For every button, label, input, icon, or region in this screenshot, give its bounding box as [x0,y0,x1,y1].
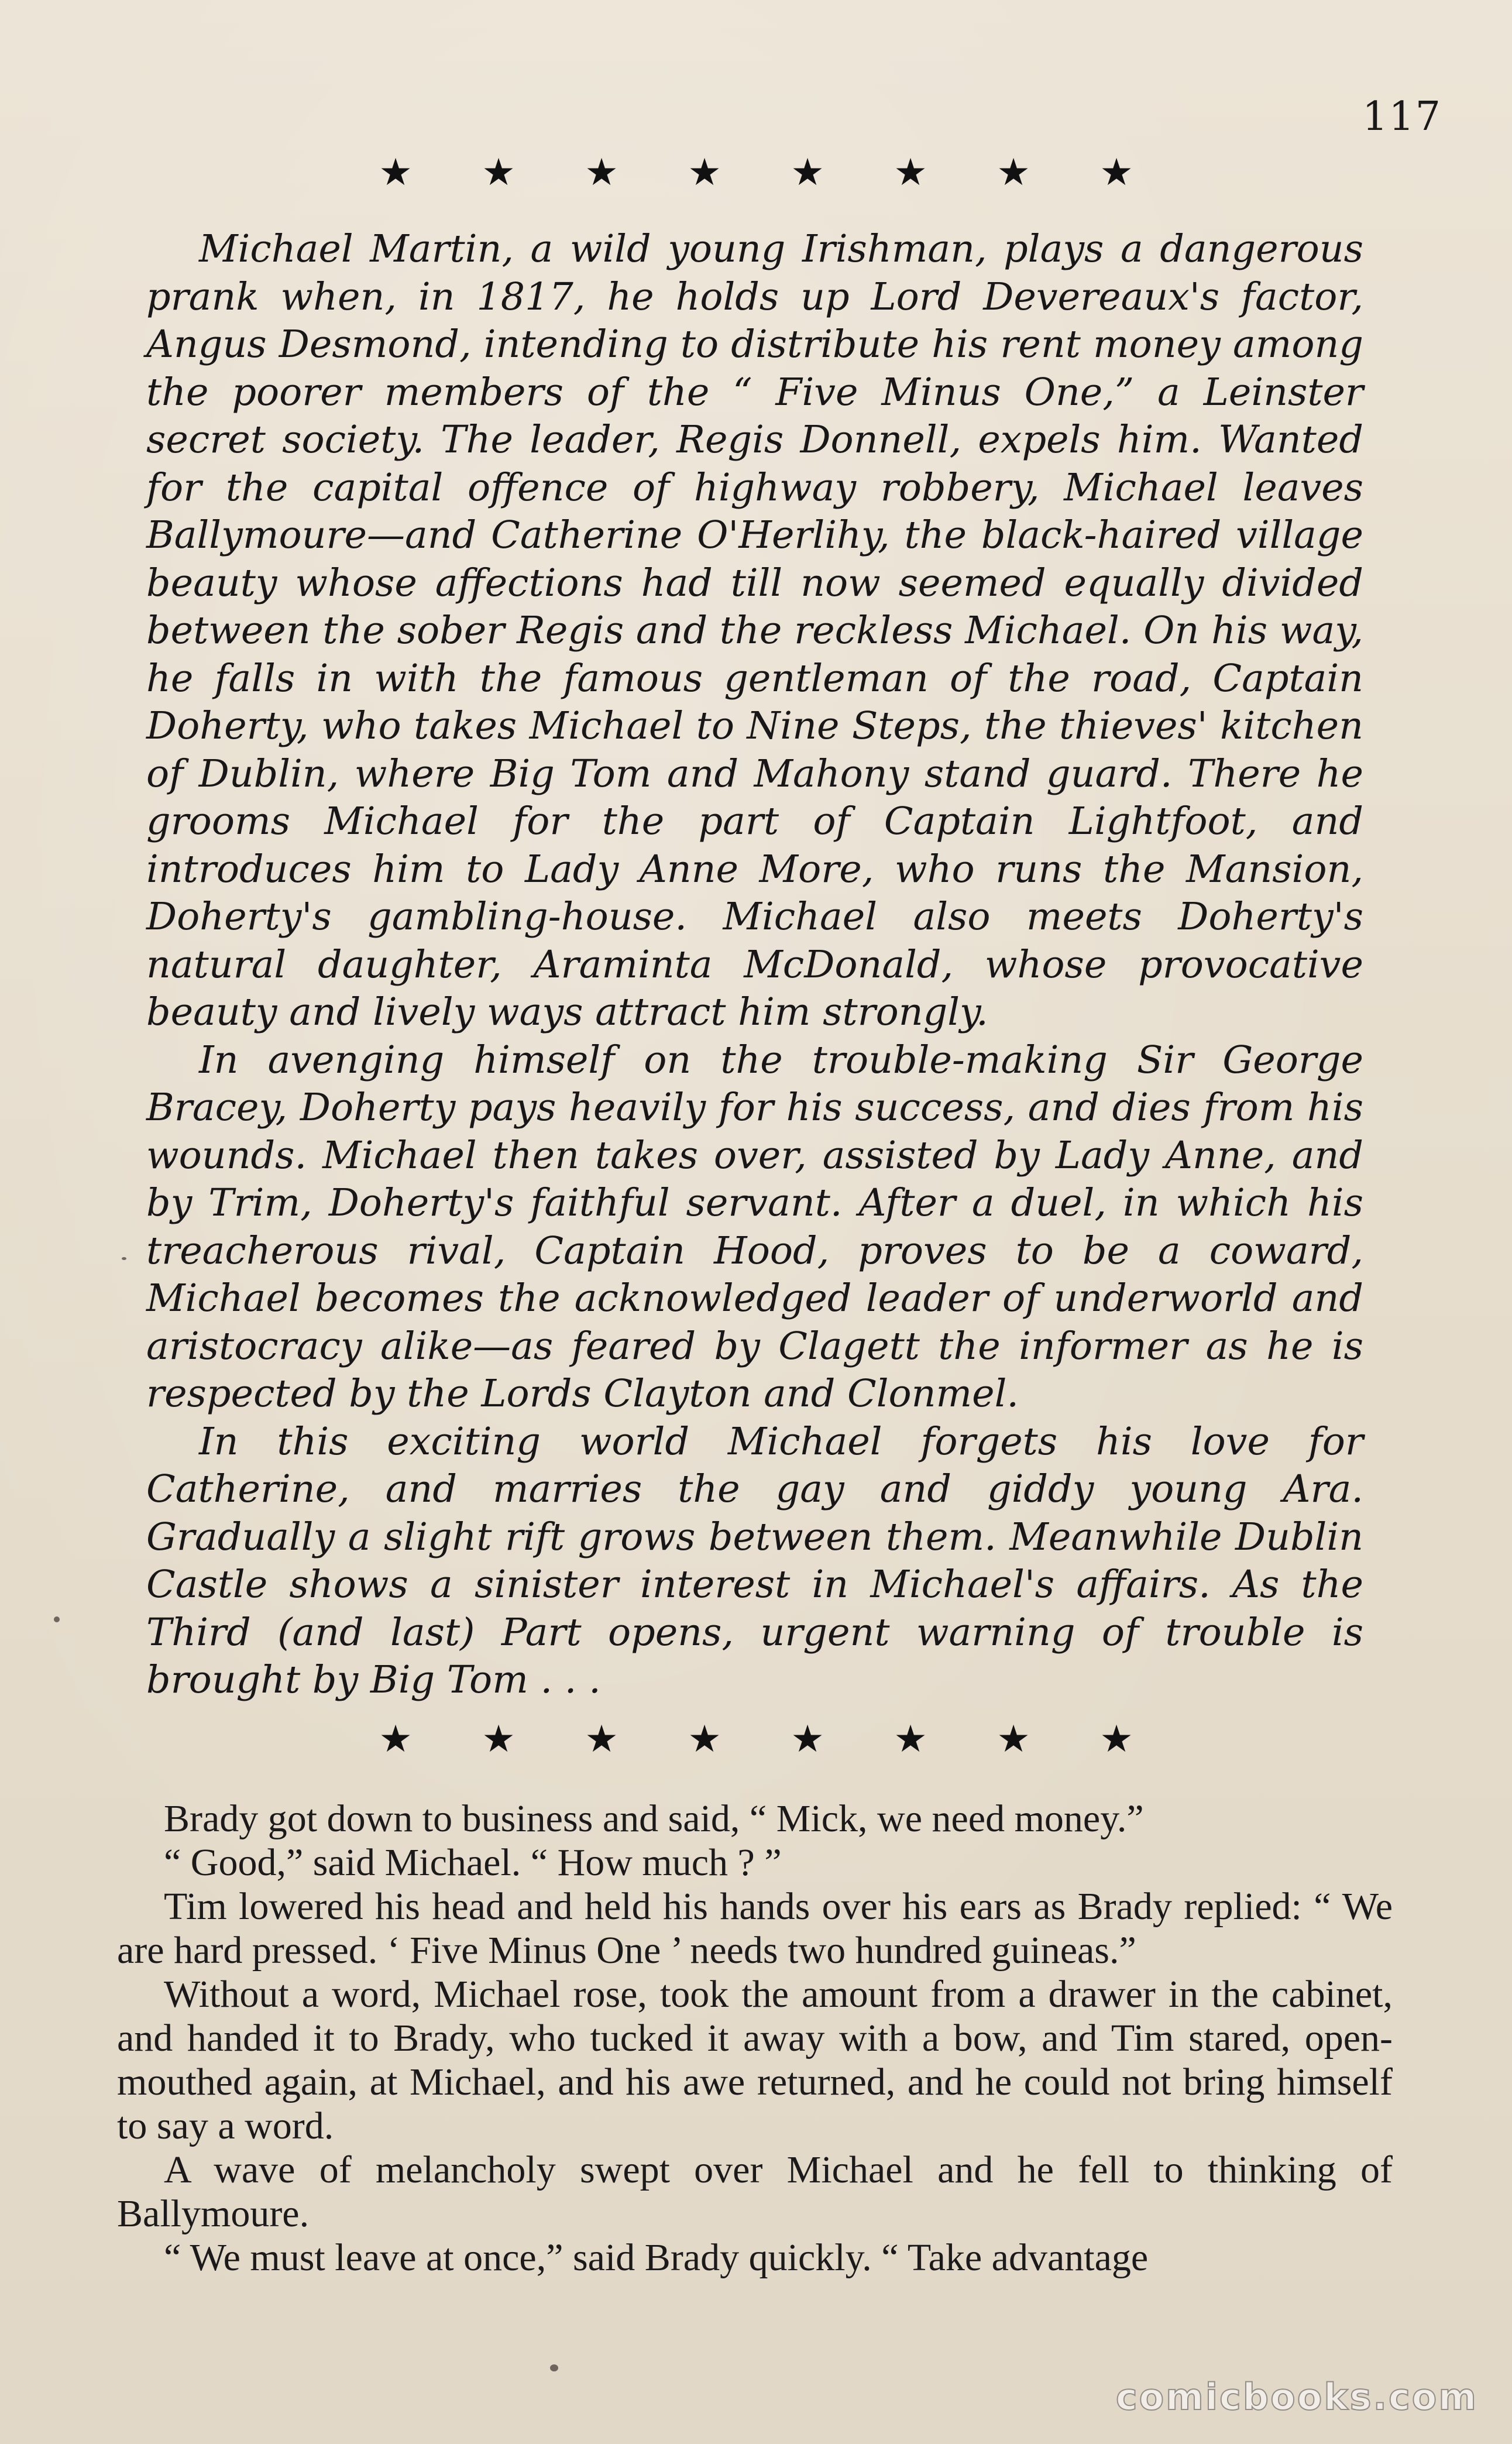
synopsis-paragraph: In this exciting world Michael forgets his love for Catherine, and marries the gay and giddy young Ara. Gradually a slight rift grows between them. Meanwhile Dublin Castle shows a sinister interest in Michael's affairs. As the Third (and last) Part opens, urgent warning of trouble is brought by Big Tom . . . [146,1419,1363,1702]
star-icon: ★ [688,1718,721,1761]
star-icon: ★ [482,1718,516,1761]
star-icon: ★ [688,151,721,194]
star-divider-top [0,151,1512,194]
star-icon: ★ [379,151,413,194]
star-divider-bottom [0,1718,1512,1761]
star-icon: ★ [996,151,1030,194]
star-icon: ★ [996,1718,1030,1761]
paper-speck [122,1257,126,1260]
star-icon: ★ [379,1718,413,1761]
story-paragraph: Without a word, Michael rose, took the amount from a drawer in the cabinet, and handed it to Brady, who tucked it away with a bow, and Tim stared, open-mouthed again, at Michael, and his awe returned, and he could not bring himself to say a word. [117,1973,1393,2147]
story-paragraph: Tim lowered his head and held his hands over his ears as Brady replied: “ We are hard pressed. ‘ Five Minus One ’ needs two hundred guineas.” [117,1885,1393,1972]
star-icon: ★ [1099,1718,1133,1761]
star-icon: ★ [585,1718,618,1761]
story-paragraph: A wave of melancholy swept over Michael and he fell to thinking of Ballymoure. [117,2148,1393,2235]
star-icon: ★ [585,151,618,194]
synopsis [146,225,1363,1704]
star-icon: ★ [482,151,516,194]
story-text [117,1797,1393,2280]
paper-speck [54,1616,60,1622]
star-icon: ★ [791,1718,824,1761]
paper-speck [550,2364,558,2371]
synopsis-paragraph: Michael Martin, a wild young Irishman, plays a dangerous prank when, in 1817, he holds up Lord Devereaux's factor, Angus Desmond, intending to distribute his rent money among the poorer members of the “ Five Minus One,” a Leinster secret society. The leader, Regis Donnell, expels him. Wanted for the capital offence of highway robbery, Michael leaves Ballymoure—and Catherine O'Herlihy, the black-haired village beauty whose affections had till now seemed equally divided between the sober Regis and the reckless Michael. On his way, he falls in with the famous gentleman of the road, Captain Doherty, who takes Michael to Nine Steps, the thieves' kitchen of Dublin, where Big Tom and Mahony stand guard. There he grooms Michael for the part of Captain Lightfoot, and introduces him to Lady Anne More, who runs the Mansion, Doherty's gambling-house. Michael also meets Doherty's natural daughter, Araminta McDonald, whose provocative beauty and lively ways attract him strongly. [146,227,1363,1034]
story-paragraph: Brady got down to business and said, “ Mick, we need money.” [164,1797,1144,1840]
star-icon: ★ [791,151,824,194]
story-paragraph: “ We must leave at once,” said Brady quickly. “ Take advantage [164,2236,1149,2279]
star-icon: ★ [1099,151,1133,194]
synopsis-paragraph: In avenging himself on the trouble-making Sir George Bracey, Doherty pays heavily for his success, and dies from his wounds. Michael then takes over, assisted by Lady Anne, and by Trim, Doherty's faithful servant. After a duel, in which his treacherous rival, Captain Hood, proves to be a coward, Michael becomes the acknowledged leader of underworld and aristocracy alike—as feared by Clagett the informer as he is respected by the Lords Clayton and Clonmel. [146,1038,1363,1416]
watermark-logo: comicbooks.com [1115,2376,1478,2418]
story-paragraph: “ Good,” said Michael. “ How much ? ” [164,1841,782,1884]
star-icon: ★ [894,151,927,194]
page-number: 117 [1362,94,1442,140]
star-icon: ★ [894,1718,927,1761]
